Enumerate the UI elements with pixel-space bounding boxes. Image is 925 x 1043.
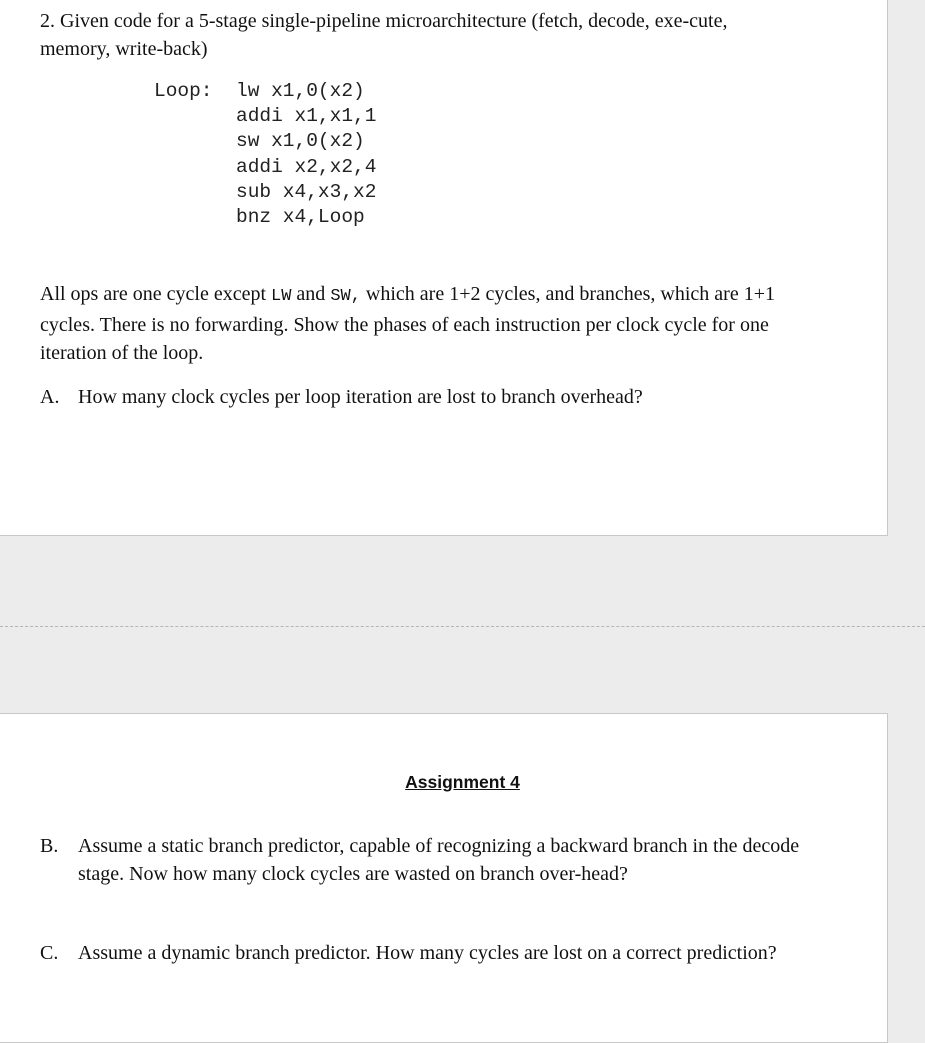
code-instruction: sub x4,x3,x2 [236, 180, 377, 203]
page-divider [0, 626, 925, 627]
code-line [154, 129, 376, 154]
desc-lw-code: LW [271, 287, 292, 306]
code-line [154, 79, 376, 104]
problem-description [40, 280, 800, 367]
desc-sw-code: SW, [330, 287, 361, 306]
code-instruction: addi x1,x1,1 [236, 105, 377, 128]
code-line [154, 155, 376, 180]
code-line [154, 205, 376, 230]
desc-text: and [291, 283, 331, 305]
question-text: Assume a static branch predictor, capable of recognizing a backward branch in the decode stage. Now how many clock cycles are wasted on branch over-head? [78, 835, 800, 885]
question-text: How many clock cycles per loop iteration are lost to branch overhead? [78, 386, 643, 408]
desc-text: All ops are one cycle except [40, 283, 272, 305]
page-1 [0, 0, 888, 536]
question-letter: B. [40, 835, 59, 857]
question-a [40, 383, 800, 411]
assignment-title: Assignment 4 [405, 772, 520, 792]
code-instruction: addi x2,x2,4 [236, 155, 377, 178]
code-listing [154, 79, 376, 230]
code-instruction: sw x1,0(x2) [236, 130, 365, 153]
code-instruction: lw x1,0(x2) [236, 80, 365, 102]
code-line [154, 180, 376, 205]
question-b [40, 832, 800, 888]
code-instruction: bnz x4,Loop [236, 206, 365, 229]
problem-intro: 2. Given code for a 5-stage single-pipeline microarchitecture (fetch, decode, exe-cute, memory, write-back) [40, 10, 728, 60]
question-letter: C. [40, 942, 59, 964]
code-line [154, 104, 376, 129]
question-letter: A. [40, 386, 60, 408]
question-text: Assume a dynamic branch predictor. How many cycles are lost on a correct prediction? [78, 942, 777, 964]
desc-text: which are 1+2 cycles, and branches, which are 1+1 cycles. There is no forwarding. Show the phases of each instruction per clock cycle for one iteration of the loop. [40, 283, 775, 364]
code-label: Loop: [154, 80, 213, 102]
question-c [40, 939, 800, 967]
